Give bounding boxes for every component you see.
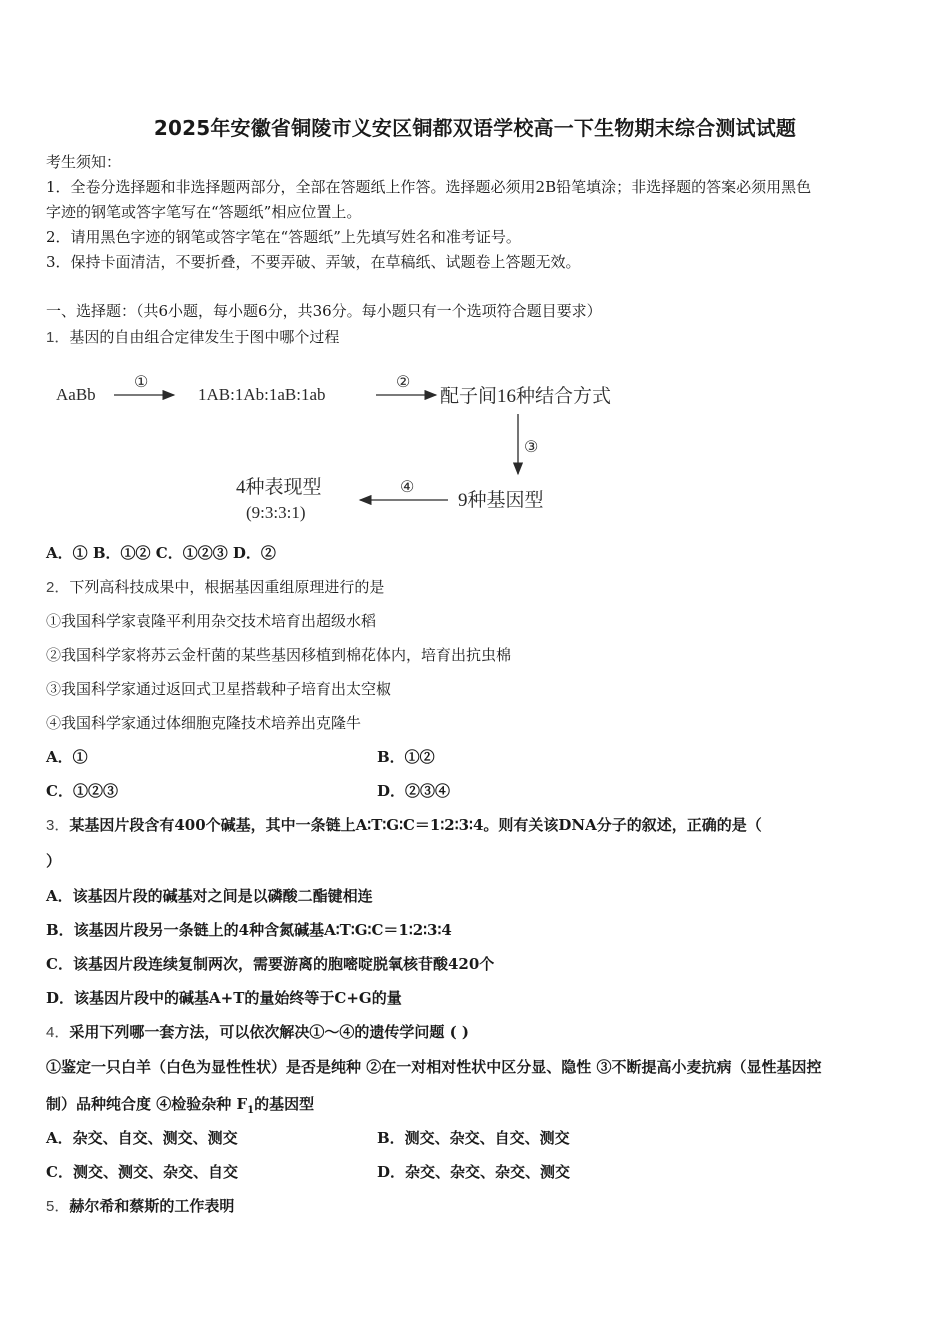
notice-item-1: 1．全卷分选择题和非选择题两部分，全部在答题纸上作答。选择题必须用2B铅笔填涂；非选择题的答案必须用黑色	[46, 178, 812, 196]
step-4-label: ④	[400, 479, 415, 496]
combination-text: 配子间16种结合方式	[440, 386, 612, 407]
question-number: 1．	[46, 329, 70, 346]
step-1-label: ①	[134, 374, 149, 391]
phenotype-count: 4种表现型	[236, 477, 322, 498]
question-2-item-2: ②我国科学家将苏云金杆菌的某些基因移植到棉花体内，培育出抗虫棉	[46, 646, 512, 664]
question-4	[46, 1022, 469, 1043]
question-2-option-d: D．②③④	[377, 782, 451, 800]
page-title: 2025年安徽省铜陵市义安区铜都双语学校高一下生物期末综合测试试题	[153, 116, 797, 140]
question-3-option-b: B．该基因片段另一条链上的4种含氮碱基A∶T∶G∶C＝1∶2∶3∶4	[46, 921, 452, 939]
section-heading: 一、选择题：（共6小题，每小题6分，共36分。每小题只有一个选项符合题目要求）	[46, 302, 602, 320]
subscript: 1	[247, 1105, 255, 1116]
question-2-option-b: B．①②	[377, 748, 435, 766]
question-stem: 基因的自由组合定律发生于图中哪个过程	[69, 328, 340, 346]
question-number: 4．	[46, 1024, 70, 1041]
start-genotype: AaBb	[56, 385, 96, 404]
question-3-option-d: D．该基因片段中的碱基A+T的量始终等于C+G的量	[46, 989, 402, 1007]
question-4-desc-2	[46, 1094, 314, 1121]
question-4-option-d: D．杂交、杂交、杂交、测交	[377, 1163, 571, 1181]
question-5	[46, 1196, 234, 1217]
gamete-ratio: 1AB:1Ab:1aB:1ab	[198, 385, 326, 404]
question-4-option-c: C．测交、测交、杂交、自交	[46, 1163, 238, 1181]
question-3	[46, 815, 762, 836]
question-2-option-c: C．①②③	[46, 782, 118, 800]
question-stem: 赫尔希和蔡斯的工作表明	[69, 1197, 235, 1215]
step-2-label: ②	[396, 374, 411, 391]
question-number: 5．	[46, 1198, 70, 1215]
question-stem: 采用下列哪一套方法，可以依次解决①～④的遗传学问题 ( )	[69, 1023, 469, 1041]
phenotype-ratio: (9:3:3:1)	[246, 503, 306, 522]
question-3-option-a: A．该基因片段的碱基对之间是以磷酸二酯键相连	[46, 887, 373, 905]
desc-text-end: 的基因型	[254, 1095, 315, 1113]
question-2-item-3: ③我国科学家通过返回式卫星搭载种子培育出太空椒	[46, 680, 392, 698]
question-4-option-a: A．杂交、自交、测交、测交	[46, 1129, 238, 1147]
question-2-item-1: ①我国科学家袁隆平利用杂交技术培育出超级水稻	[46, 612, 377, 630]
question-stem: 下列高科技成果中，根据基因重组原理进行的是	[69, 578, 385, 596]
question-number: 2．	[46, 579, 70, 596]
question-stem: 某基因片段含有400个碱基，其中一条链上A∶T∶G∶C＝1∶2∶3∶4。则有关该DNA分子的叙述，正确的是（	[69, 816, 762, 834]
genetics-diagram	[50, 362, 670, 532]
question-3-option-c: C．该基因片段连续复制两次，需要游离的胞嘧啶脱氧核苷酸420个	[46, 955, 495, 973]
notice-item-2: 2．请用黑色字迹的钢笔或答字笔在“答题纸”上先填写姓名和准考证号。	[46, 228, 521, 246]
question-2	[46, 577, 384, 598]
notice-item-3: 3．保持卡面清洁，不要折叠，不要弄破、弄皱，在草稿纸、试题卷上答题无效。	[46, 253, 581, 271]
question-2-option-a: A．①	[46, 748, 88, 766]
genotype-count: 9种基因型	[458, 490, 544, 511]
diagram-svg	[50, 362, 670, 532]
desc-text: 制）品种纯合度 ④检验杂种 F	[46, 1095, 248, 1113]
question-1	[46, 327, 339, 348]
question-2-item-4: ④我国科学家通过体细胞克隆技术培养出克隆牛	[46, 714, 362, 732]
question-1-options: A．① B．①② C．①②③ D．②	[46, 544, 276, 562]
question-number: 3．	[46, 817, 70, 834]
question-4-desc-1: ①鉴定一只白羊（白色为显性性状）是否是纯种 ②在一对相对性状中区分显、隐性 ③不断提高小麦抗病（显性基因控	[46, 1058, 822, 1076]
notice-item-1-cont: 字迹的钢笔或答字笔写在“答题纸”相应位置上。	[46, 203, 362, 221]
notice-heading: 考生须知：	[46, 153, 122, 171]
step-3-label: ③	[524, 439, 539, 456]
question-3-stem-end: ）	[46, 852, 62, 870]
question-4-option-b: B．测交、杂交、自交、测交	[377, 1129, 570, 1147]
